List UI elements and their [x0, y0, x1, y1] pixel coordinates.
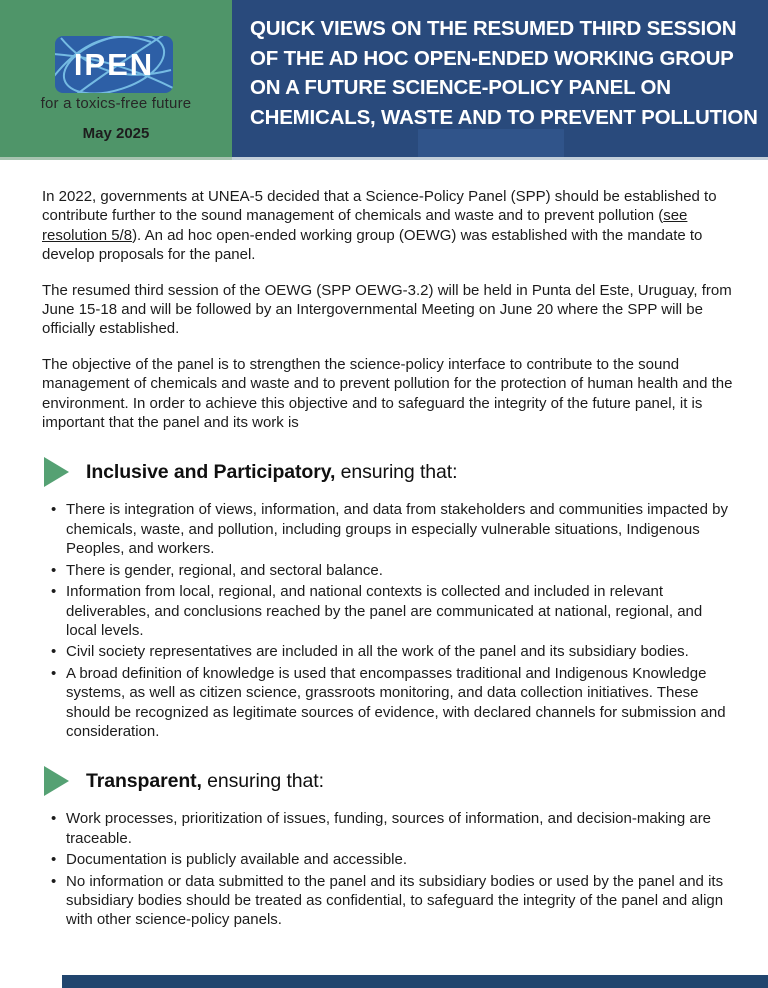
list-item-text: There is integration of views, information, and data from stakeholders and communities impacted by chemicals, waste, and pollution, including groups in especially vulnerable situations, Indigenous Peoples, and workers. [66, 501, 728, 558]
resolution-link[interactable]: see resolution 5/8 [42, 207, 688, 244]
bullet-icon [51, 664, 56, 683]
list-item-text: Work processes, prioritization of issues, funding, sources of information, and decision-making are traceable. [66, 810, 712, 847]
bullet-icon [51, 642, 56, 661]
bullet-icon [51, 809, 56, 828]
logo-wordmark: IPEN [73, 46, 155, 82]
bullet-list-transparent [42, 809, 736, 929]
bullet-icon [51, 500, 56, 519]
section-heading-text [86, 769, 324, 792]
intro-paragraph-1 [42, 187, 736, 265]
list-item-text: No information or data submitted to the panel and its subsidiary bodies or used by the panel and its subsidiary bodies should be treated as confidential, to safeguard the integrity of the panel and align with other science-policy panels. [66, 872, 724, 929]
section-heading-bold: Transparent, [86, 769, 202, 792]
bullet-icon [51, 850, 56, 869]
title-line: CHEMICALS, WASTE AND TO PREVENT POLLUTION [250, 105, 758, 129]
list-item [51, 850, 734, 869]
ipen-logo [55, 36, 173, 93]
title-line: QUICK VIEWS ON THE RESUMED THIRD SESSION [250, 17, 737, 40]
list-item [51, 872, 734, 930]
intro-paragraph-3: The objective of the panel is to strengthen the science-policy interface to contribute to the sound management of chemicals and waste and to prevent pollution for the protection of human health and the environment. In order to achieve this objective and to safeguard the integrity of the future panel, it is important that the panel and its work is [42, 355, 733, 432]
list-item [51, 500, 734, 558]
section-heading-bold: Inclusive and Participatory, [86, 460, 336, 483]
header [0, 0, 768, 157]
list-item-text: Information from local, regional, and national contexts is collected and included in relevant deliverables, and conclusions reached by the panel are communicated at national, regional, and local levels. [66, 583, 703, 639]
list-item [51, 809, 734, 848]
intro-paragraph-2: The resumed third session of the OEWG (SPP OEWG-3.2) will be held in Punta del Este, Uruguay, from June 15-18 and will be followed by an Intergovernmental Meeting on June 20 where the SPP will be officially established. [42, 281, 732, 338]
section-heading-inclusive [44, 457, 736, 487]
bullet-icon [51, 582, 56, 601]
issue-date: May 2025 [82, 125, 150, 142]
list-item [51, 664, 734, 742]
intro-p1-text-after: ). An ad hoc open-ended working group (OEWG) was established with the mandate to develop proposals for the panel. [42, 226, 703, 264]
logo-tagline: for a toxics-free future [40, 95, 192, 112]
list-item-text: A broad definition of knowledge is used that encompasses traditional and Indigenous Knowledge systems, as well as citizen science, grassroots monitoring, and data collection initiatives. These should be recognized as legitimate sources of evidence, with declared channels for submission and consideration. [66, 664, 726, 740]
bullet-icon [51, 872, 56, 891]
section-heading-rest: ensuring that: [201, 769, 324, 792]
intro-p1-text: In 2022, governments at UNEA-5 decided that a Science-Policy Panel (SPP) should be established to contribute further to the sound management of chemicals and waste and to prevent pollution ( [42, 188, 717, 225]
footer-accent-bar [62, 975, 768, 988]
list-item-text: Civil society representatives are included in all the work of the panel and its subsidiary bodies. [66, 643, 689, 661]
document-title [232, 0, 768, 132]
title-line: OF THE AD HOC OPEN-ENDED WORKING GROUP [250, 46, 734, 70]
header-green-panel [0, 0, 232, 157]
bullet-icon [51, 561, 56, 580]
list-item [51, 561, 734, 580]
list-item-text: There is gender, regional, and sectoral balance. [66, 561, 383, 579]
bullet-list-inclusive [42, 500, 736, 741]
list-item-text: Documentation is publicly available and accessible. [66, 851, 408, 869]
section-heading-rest: ensuring that: [335, 460, 458, 483]
body-content [42, 160, 736, 932]
section-heading-transparent [44, 766, 736, 796]
green-arrow-icon [44, 766, 69, 796]
section-heading-text [86, 460, 458, 483]
title-accent-box [418, 129, 564, 157]
green-arrow-icon [44, 457, 69, 487]
list-item [51, 582, 734, 640]
title-line: ON A FUTURE SCIENCE-POLICY PANEL ON [250, 76, 671, 99]
header-title-panel [232, 0, 768, 157]
list-item [51, 642, 734, 661]
